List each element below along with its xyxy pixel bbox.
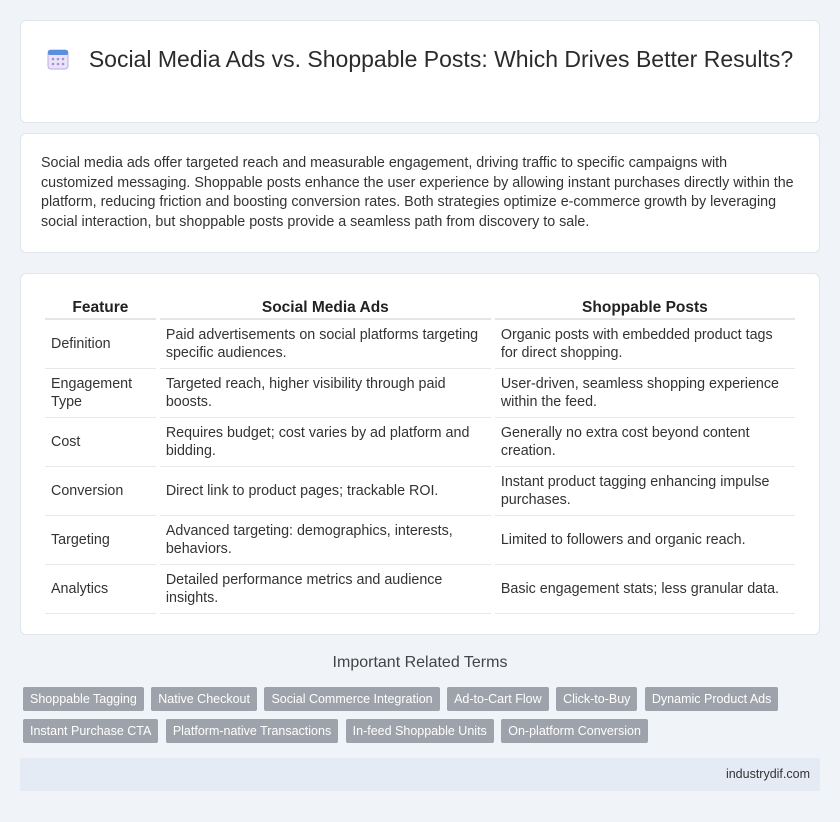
- page-title: Social Media Ads vs. Shoppable Posts: Which Drives Better Results?: [88, 46, 794, 72]
- related-term-tag[interactable]: Instant Purchase CTA: [23, 719, 158, 743]
- comparison-card: [20, 273, 820, 635]
- page-title-wrap: [21, 45, 819, 74]
- shoppable-posts-cell: User-driven, seamless shopping experience within the feed.: [495, 369, 795, 418]
- shoppable-posts-cell: Generally no extra cost beyond content creation.: [495, 418, 795, 467]
- related-term-tag[interactable]: Platform-native Transactions: [166, 719, 338, 743]
- table-row: [45, 516, 795, 565]
- feature-cell: Cost: [45, 418, 156, 467]
- feature-cell: Engagement Type: [45, 369, 156, 418]
- header-social-media-ads: Social Media Ads: [160, 294, 491, 320]
- shoppable-posts-cell: Instant product tagging enhancing impulse purchases.: [495, 467, 795, 516]
- social-media-ads-cell: Detailed performance metrics and audience insights.: [160, 565, 491, 614]
- footer-site-link[interactable]: industrydif.com: [725, 767, 810, 781]
- feature-cell: Analytics: [45, 565, 156, 614]
- calendar-icon: [47, 48, 69, 70]
- related-term-tag[interactable]: On-platform Conversion: [501, 719, 648, 743]
- title-card: [20, 20, 820, 123]
- feature-cell: Targeting: [45, 516, 156, 565]
- related-term-tag[interactable]: Click-to-Buy: [556, 687, 637, 711]
- feature-cell: Definition: [45, 320, 156, 369]
- related-term-tag[interactable]: Social Commerce Integration: [264, 687, 439, 711]
- related-term-tag[interactable]: Dynamic Product Ads: [645, 687, 779, 711]
- comparison-table: [41, 294, 799, 614]
- table-row: [45, 565, 795, 614]
- social-media-ads-cell: Direct link to product pages; trackable ROI.: [160, 467, 491, 516]
- related-terms-heading: Important Related Terms: [332, 654, 508, 671]
- table-header-row: [45, 294, 795, 320]
- shoppable-posts-cell: Basic engagement stats; less granular data.: [495, 565, 795, 614]
- social-media-ads-cell: Advanced targeting: demographics, interests, behaviors.: [160, 516, 491, 565]
- table-row: [45, 320, 795, 369]
- shoppable-posts-cell: Organic posts with embedded product tags for direct shopping.: [495, 320, 795, 369]
- header-shoppable-posts: Shoppable Posts: [495, 294, 795, 320]
- shoppable-posts-cell: Limited to followers and organic reach.: [495, 516, 795, 565]
- related-term-tag[interactable]: Native Checkout: [151, 687, 257, 711]
- related-terms-list: [23, 687, 813, 751]
- header-feature: Feature: [45, 294, 156, 320]
- table-row: [45, 467, 795, 516]
- table-row: [45, 418, 795, 467]
- social-media-ads-cell: Paid advertisements on social platforms targeting specific audiences.: [160, 320, 491, 369]
- footer: [20, 758, 820, 791]
- social-media-ads-cell: Targeted reach, higher visibility through paid boosts.: [160, 369, 491, 418]
- related-term-tag[interactable]: In-feed Shoppable Units: [346, 719, 494, 743]
- intro-card: [20, 133, 820, 253]
- related-term-tag[interactable]: Ad-to-Cart Flow: [447, 687, 549, 711]
- intro-paragraph: Social media ads offer targeted reach and measurable engagement, driving traffic to specific campaigns with customized messaging. Shoppable posts enhance the user experience by allowing instant purchases directly within the platform, reducing friction and boosting conversion rates. Both strategies optimize e-commerce growth by leveraging social interaction, but shoppable posts provide a seamless path from discovery to sale.: [41, 155, 794, 230]
- social-media-ads-cell: Requires budget; cost varies by ad platform and bidding.: [160, 418, 491, 467]
- feature-cell: Conversion: [45, 467, 156, 516]
- table-row: [45, 369, 795, 418]
- related-term-tag[interactable]: Shoppable Tagging: [23, 687, 144, 711]
